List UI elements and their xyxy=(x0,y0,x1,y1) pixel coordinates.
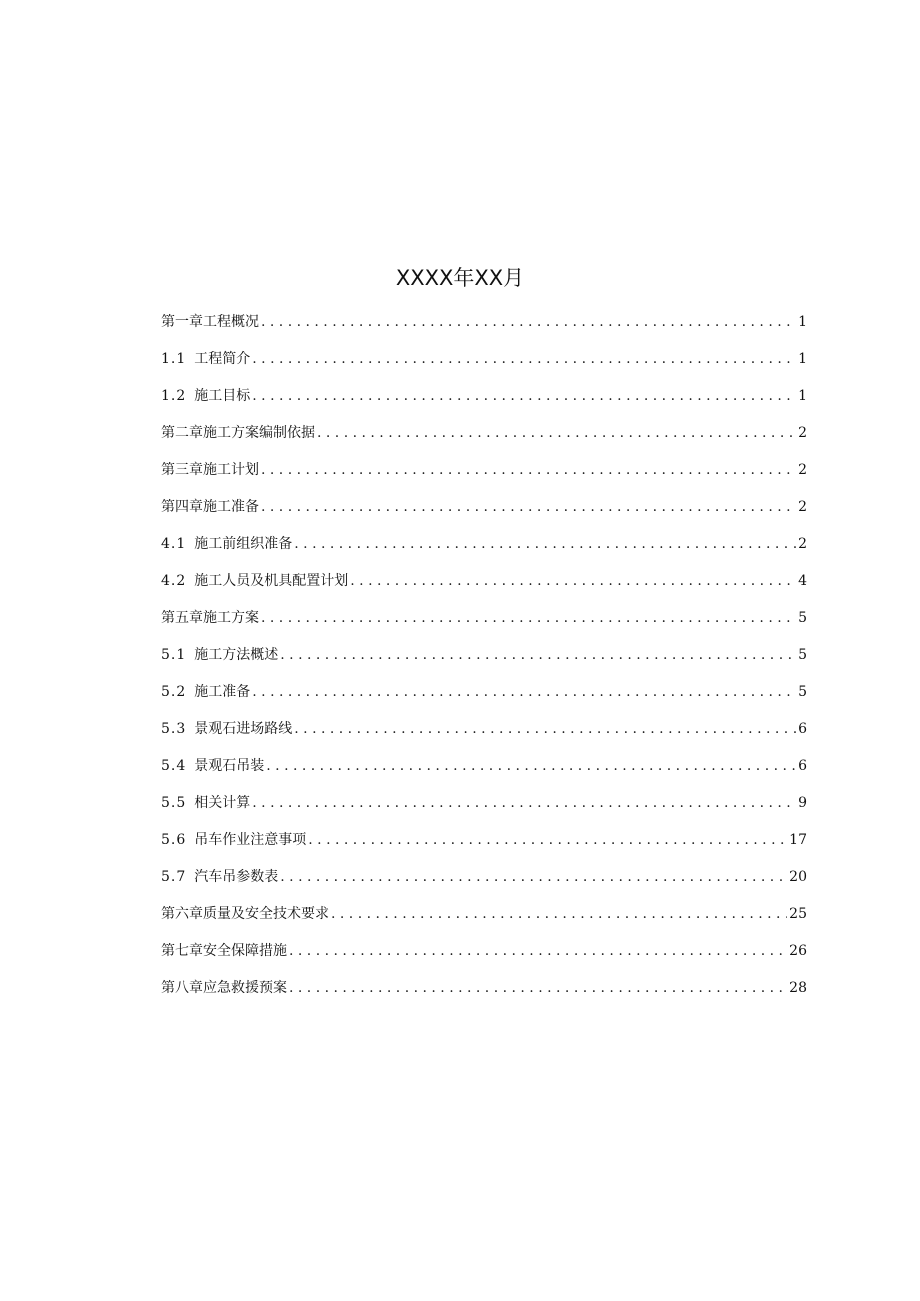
toc-dot-leader xyxy=(289,941,787,961)
toc-entry-page-number: 2 xyxy=(798,536,807,552)
toc-entry-title: 汽车吊参数表 xyxy=(194,869,279,885)
toc-entry[interactable] xyxy=(161,386,807,423)
toc-dot-leader xyxy=(280,645,796,665)
toc-entry[interactable] xyxy=(161,867,807,904)
toc-entry-number: 5.2 xyxy=(161,684,187,700)
toc-entry-page-number: 20 xyxy=(789,869,807,885)
toc-entry-page-number: 28 xyxy=(789,980,807,996)
toc-dot-leader xyxy=(317,423,796,443)
toc-entry-page-number: 4 xyxy=(798,573,807,589)
toc-dot-leader xyxy=(289,978,787,998)
toc-dot-leader xyxy=(294,534,796,554)
toc-entry[interactable] xyxy=(161,460,807,497)
toc-entry-page-number: 1 xyxy=(798,351,807,367)
toc-entry-page-number: 1 xyxy=(798,314,807,330)
toc-entry[interactable] xyxy=(161,756,807,793)
toc-entry[interactable] xyxy=(161,941,807,978)
toc-entry-page-number: 6 xyxy=(798,758,807,774)
toc-entry-page-number: 2 xyxy=(798,425,807,441)
date-heading: XXXX年XX月 xyxy=(395,266,525,290)
toc-dot-leader xyxy=(331,904,787,924)
toc-entry-title: 第一章工程概况 xyxy=(161,314,259,330)
toc-dot-leader xyxy=(252,349,796,369)
toc-entry-title: 景观石吊装 xyxy=(194,758,265,774)
toc-dot-leader xyxy=(261,608,796,628)
toc-dot-leader xyxy=(280,867,787,887)
toc-entry[interactable] xyxy=(161,608,807,645)
toc-dot-leader xyxy=(261,312,796,332)
toc-entry-number: 5.1 xyxy=(161,647,187,663)
toc-entry-page-number: 2 xyxy=(798,499,807,515)
toc-entry[interactable] xyxy=(161,312,807,349)
toc-entry-title: 第六章质量及安全技术要求 xyxy=(161,906,329,922)
toc-entry-number: 4.1 xyxy=(161,536,187,552)
toc-entry-title: 第五章施工方案 xyxy=(161,610,259,626)
toc-dot-leader xyxy=(294,719,796,739)
toc-dot-leader xyxy=(252,682,796,702)
toc-entry[interactable] xyxy=(161,645,807,682)
toc-entry-title: 工程简介 xyxy=(194,351,251,367)
toc-entry-title: 第二章施工方案编制依据 xyxy=(161,425,315,441)
table-of-contents xyxy=(161,312,807,1015)
toc-entry-number: 5.5 xyxy=(161,795,187,811)
toc-entry-number: 4.2 xyxy=(161,573,187,589)
toc-entry-number: 5.6 xyxy=(161,832,187,848)
toc-entry-number: 5.7 xyxy=(161,869,187,885)
toc-entry-page-number: 6 xyxy=(798,721,807,737)
toc-entry[interactable] xyxy=(161,571,807,608)
toc-entry-title: 第七章安全保障措施 xyxy=(161,943,287,959)
toc-entry-title: 第三章施工计划 xyxy=(161,462,259,478)
toc-entry-page-number: 2 xyxy=(798,462,807,478)
toc-entry-page-number: 5 xyxy=(798,684,807,700)
toc-entry[interactable] xyxy=(161,719,807,756)
toc-entry-title: 施工人员及机具配置计划 xyxy=(194,573,349,589)
toc-entry-page-number: 25 xyxy=(789,906,807,922)
toc-entry[interactable] xyxy=(161,349,807,386)
toc-dot-leader xyxy=(266,756,796,776)
toc-entry-title: 吊车作业注意事项 xyxy=(194,832,307,848)
toc-entry-number: 1.1 xyxy=(161,351,187,367)
toc-entry-page-number: 9 xyxy=(798,795,807,811)
toc-entry-title: 施工准备 xyxy=(194,684,251,700)
toc-entry-title: 第八章应急救援预案 xyxy=(161,980,287,996)
toc-dot-leader xyxy=(252,386,796,406)
toc-entry-title: 第四章施工准备 xyxy=(161,499,259,515)
toc-dot-leader xyxy=(308,830,787,850)
toc-dot-leader xyxy=(261,497,796,517)
toc-entry-title: 施工前组织准备 xyxy=(194,536,293,552)
toc-entry[interactable] xyxy=(161,793,807,830)
toc-entry-page-number: 17 xyxy=(789,832,807,848)
toc-entry[interactable] xyxy=(161,978,807,1015)
toc-entry-page-number: 26 xyxy=(789,943,807,959)
toc-entry[interactable] xyxy=(161,830,807,867)
toc-entry-page-number: 5 xyxy=(798,610,807,626)
toc-entry-number: 1.2 xyxy=(161,388,187,404)
toc-entry-page-number: 5 xyxy=(798,647,807,663)
toc-entry-page-number: 1 xyxy=(798,388,807,404)
toc-entry[interactable] xyxy=(161,423,807,460)
toc-entry-title: 相关计算 xyxy=(194,795,251,811)
toc-entry[interactable] xyxy=(161,497,807,534)
toc-entry[interactable] xyxy=(161,904,807,941)
toc-dot-leader xyxy=(252,793,796,813)
toc-dot-leader xyxy=(350,571,796,591)
toc-entry-title: 施工目标 xyxy=(194,388,251,404)
toc-entry-number: 5.4 xyxy=(161,758,187,774)
toc-entry-title: 景观石进场路线 xyxy=(194,721,293,737)
toc-entry[interactable] xyxy=(161,534,807,571)
toc-entry-number: 5.3 xyxy=(161,721,187,737)
toc-entry-title: 施工方法概述 xyxy=(194,647,279,663)
toc-entry[interactable] xyxy=(161,682,807,719)
toc-dot-leader xyxy=(261,460,796,480)
